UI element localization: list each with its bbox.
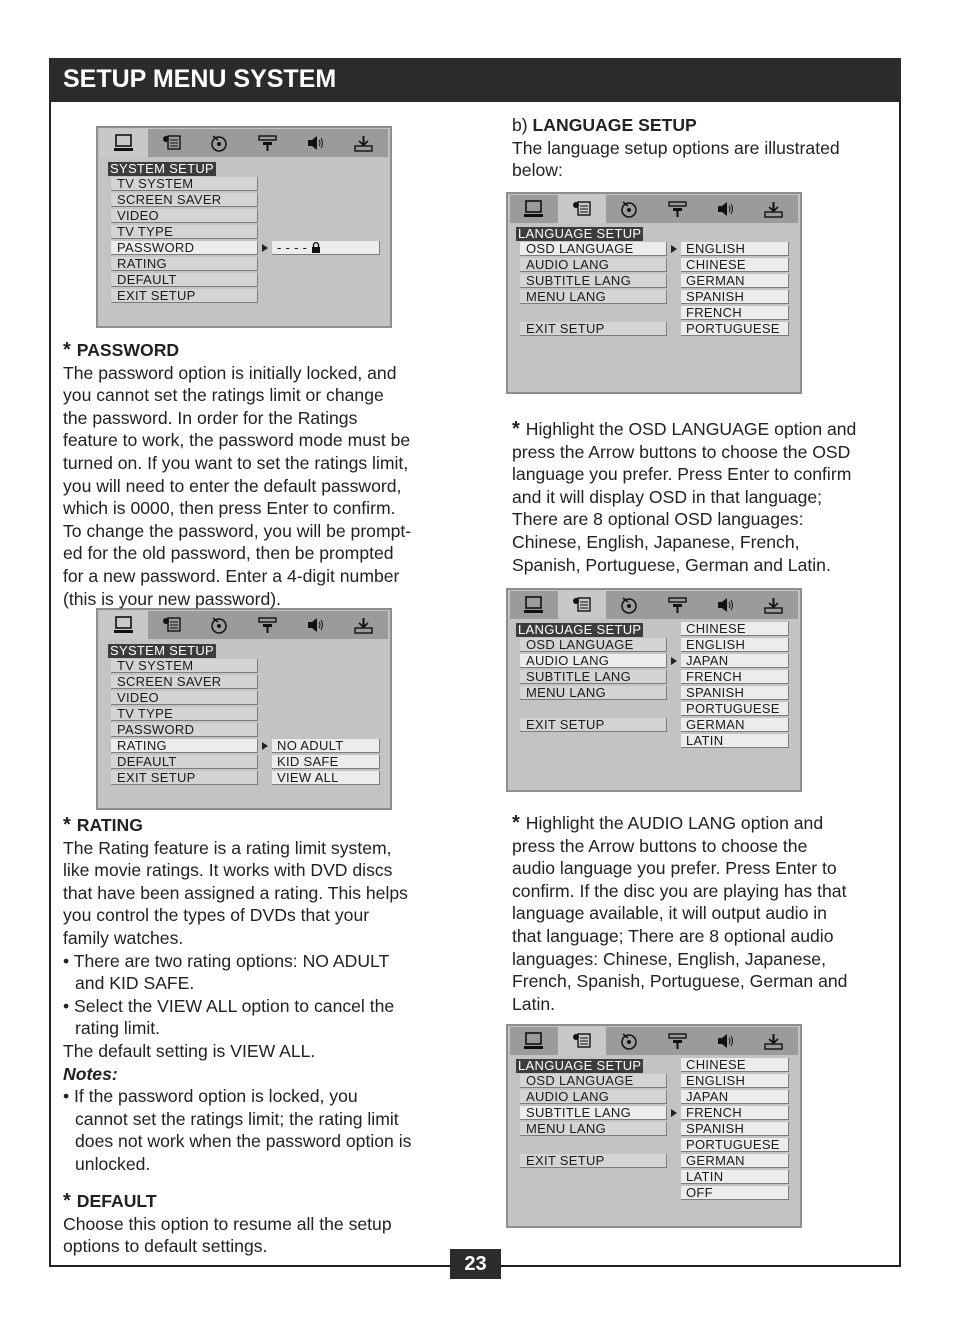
osd-item-default: DEFAULT <box>111 755 258 769</box>
osd-option: GERMAN <box>681 718 789 732</box>
osd-language-osd <box>506 192 802 394</box>
audio-lang-section <box>512 812 897 1015</box>
osd-item-screen-saver: SCREEN SAVER <box>111 193 258 207</box>
osd-arrow-icon <box>262 742 268 750</box>
osd-arrow-icon <box>671 657 677 665</box>
osd-item-subtitle-lang: SUBTITLE LANG <box>520 670 667 684</box>
text-line: you cannot set the ratings limit or change <box>63 385 384 406</box>
osd-language-audio <box>506 588 802 792</box>
osd-item-default: DEFAULT <box>111 273 258 287</box>
page-number: 23 <box>450 1249 501 1279</box>
bullet-star: * <box>512 418 520 440</box>
osd-tab <box>750 1027 798 1055</box>
exit-icon <box>764 596 784 614</box>
password-dashes: - - - - <box>277 240 308 255</box>
osd-item-osd-language: OSD LANGUAGE <box>520 1074 667 1088</box>
audio-lang-text <box>512 812 897 1015</box>
osd-item-exit-setup: EXIT SETUP <box>520 322 667 336</box>
disc-icon <box>210 134 230 152</box>
osd-tab <box>148 611 196 639</box>
osd-tab <box>702 1027 750 1055</box>
exit-icon <box>764 1032 784 1050</box>
osd-item-menu-lang: MENU LANG <box>520 1122 667 1136</box>
text-line: turned on. If you want to set the ratings limit, <box>63 452 409 473</box>
osd-tab <box>558 591 606 619</box>
osd-item-menu-lang: MENU LANG <box>520 290 667 304</box>
osd-tab-bar <box>510 195 798 223</box>
password-section <box>63 339 453 610</box>
bullet-line: • Select the VIEW ALL option to cancel the <box>63 995 395 1016</box>
osd-item-tv-system: TV SYSTEM <box>111 177 258 191</box>
speaker-icon <box>716 1032 736 1050</box>
text-line: like movie ratings. It works with DVD discs <box>63 860 393 881</box>
osd-option-no-adult: NO ADULT <box>272 739 380 753</box>
osd-option: SPANISH <box>681 1122 789 1136</box>
text-line: The Rating feature is a rating limit system, <box>63 837 392 858</box>
osd-tab <box>244 611 292 639</box>
password-heading: * PASSWORD <box>63 339 180 361</box>
osd-tab-bar <box>100 611 388 639</box>
bullet-line: rating limit. <box>75 1018 161 1039</box>
osd-tab <box>340 129 388 157</box>
osd-tab <box>750 195 798 223</box>
osd-item-audio-lang: AUDIO LANG <box>520 1090 667 1104</box>
text-line <box>512 418 897 441</box>
osd-option: CHINESE <box>681 258 789 272</box>
rating-heading: * RATING <box>63 814 143 836</box>
osd-item-menu-lang: MENU LANG <box>520 686 667 700</box>
osd-tab <box>750 591 798 619</box>
language-icon <box>572 1032 592 1050</box>
osd-item-video: VIDEO <box>111 691 258 705</box>
language-icon <box>572 596 592 614</box>
monitor-icon <box>524 596 544 614</box>
rating-body <box>63 837 453 950</box>
language-icon <box>572 200 592 218</box>
osd-item-rating: RATING <box>111 739 258 753</box>
osd-option: PORTUGUESE <box>681 702 789 716</box>
text-line: press the Arrow buttons to choose the <box>512 835 808 856</box>
disc-icon <box>620 200 640 218</box>
osd-tab <box>340 611 388 639</box>
osd-tab <box>100 611 148 639</box>
text-line: language available, it will output audio in <box>512 903 827 924</box>
bullet-line: unlocked. <box>75 1153 151 1174</box>
default-heading: * DEFAULT <box>63 1190 157 1212</box>
osd-option: ENGLISH <box>681 242 789 256</box>
text-line: you will need to enter the default password, <box>63 475 402 496</box>
video-icon <box>258 616 278 634</box>
text-line: language you prefer. Press Enter to confirm <box>512 464 852 485</box>
disc-icon <box>210 616 230 634</box>
text-line: feature to work, the password mode must be <box>63 430 411 451</box>
text-line: which is 0000, then press Enter to confirm. <box>63 498 396 519</box>
osd-item-exit-setup: EXIT SETUP <box>520 1154 667 1168</box>
osd-tab-bar <box>510 591 798 619</box>
bullet-line: • There are two rating options: NO ADULT <box>63 950 390 971</box>
exit-icon <box>354 616 374 634</box>
notes-label: Notes: <box>63 1063 118 1084</box>
osd-option: LATIN <box>681 1170 789 1184</box>
osd-password-value <box>272 241 380 255</box>
osd-title: LANGUAGE SETUP <box>518 622 642 637</box>
speaker-icon <box>306 134 326 152</box>
osd-tab <box>292 129 340 157</box>
video-icon <box>668 596 688 614</box>
default-section <box>63 1190 453 1258</box>
osd-tab <box>510 591 558 619</box>
language-icon <box>162 616 182 634</box>
osd-language-subtitle <box>506 1024 802 1228</box>
notes-bullets <box>63 1085 453 1175</box>
disc-icon <box>620 596 640 614</box>
osd-option: FRENCH <box>681 670 789 684</box>
osd-item-screen-saver: SCREEN SAVER <box>111 675 258 689</box>
osd-item-tv-type: TV TYPE <box>111 707 258 721</box>
osd-option: GERMAN <box>681 1154 789 1168</box>
osd-system-rating <box>96 608 392 810</box>
text-line: family watches. <box>63 927 184 948</box>
text-line <box>512 812 897 835</box>
language-intro <box>512 137 892 182</box>
osd-tab-bar <box>100 129 388 157</box>
osd-option: JAPAN <box>681 1090 789 1104</box>
osd-option-view-all: VIEW ALL <box>272 771 380 785</box>
osd-tab <box>606 591 654 619</box>
speaker-icon <box>716 200 736 218</box>
osd-item-subtitle-lang: SUBTITLE LANG <box>520 1106 667 1120</box>
osd-tab <box>510 1027 558 1055</box>
osd-option: SPANISH <box>681 290 789 304</box>
text-line: and it will display OSD in that language; <box>512 486 823 507</box>
osd-item-tv-type: TV TYPE <box>111 225 258 239</box>
osd-option-kid-safe: KID SAFE <box>272 755 380 769</box>
osd-option: JAPAN <box>681 654 789 668</box>
osd-arrow-icon <box>671 1109 677 1117</box>
osd-tab <box>606 1027 654 1055</box>
osd-item-osd-language: OSD LANGUAGE <box>520 638 667 652</box>
video-icon <box>668 1032 688 1050</box>
osd-item-osd-language: OSD LANGUAGE <box>520 242 667 256</box>
osd-tab <box>244 129 292 157</box>
default-body <box>63 1213 453 1258</box>
bullet-line: cannot set the ratings limit; the rating limit <box>75 1108 399 1129</box>
osd-option: FRENCH <box>681 306 789 320</box>
osd-item-exit-setup: EXIT SETUP <box>111 771 258 785</box>
osd-item-exit-setup: EXIT SETUP <box>111 289 258 303</box>
bullet-line: does not work when the password option is <box>75 1131 412 1152</box>
osd-title: SYSTEM SETUP <box>110 643 215 658</box>
osd-tab <box>196 611 244 639</box>
osd-option: ENGLISH <box>681 1074 789 1088</box>
text-line: Latin. <box>512 993 556 1014</box>
text-line: There are 8 optional OSD languages: <box>512 509 804 530</box>
text-line: audio language you prefer. Press Enter to <box>512 858 837 879</box>
text-line: Chinese, English, Japanese, French, <box>512 531 800 552</box>
osd-option: SPANISH <box>681 686 789 700</box>
osd-option: CHINESE <box>681 622 789 636</box>
text-line: languages: Chinese, English, Japanese, <box>512 948 826 969</box>
page-title: SETUP MENU SYSTEM <box>63 65 337 93</box>
text-line: you control the types of DVDs that your <box>63 905 370 926</box>
text-line: To change the password, you will be prompt- <box>63 520 412 541</box>
osd-tab <box>558 195 606 223</box>
osd-tab-bar <box>510 1027 798 1055</box>
osd-item-rating: RATING <box>111 257 258 271</box>
osd-tab <box>606 195 654 223</box>
osd-language-section <box>512 418 897 576</box>
osd-tab <box>654 591 702 619</box>
monitor-icon <box>524 1032 544 1050</box>
osd-option: LATIN <box>681 734 789 748</box>
text-line: below: <box>512 160 563 181</box>
osd-arrow-icon <box>262 244 268 252</box>
osd-item-password: PASSWORD <box>111 723 258 737</box>
rating-default-note: The default setting is VIEW ALL. <box>63 1040 316 1061</box>
monitor-icon <box>114 616 134 634</box>
page-header <box>49 58 901 102</box>
osd-tab <box>702 591 750 619</box>
rating-bullets <box>63 950 453 1040</box>
osd-option: OFF <box>681 1186 789 1200</box>
text-line: Choose this option to resume all the setup <box>63 1213 392 1234</box>
language-heading: b) LANGUAGE SETUP <box>512 115 697 135</box>
osd-option: GERMAN <box>681 274 789 288</box>
osd-tab <box>148 129 196 157</box>
osd-tab <box>654 195 702 223</box>
osd-item-exit-setup: EXIT SETUP <box>520 718 667 732</box>
text-line: The language setup options are illustrated <box>512 137 840 158</box>
osd-item-subtitle-lang: SUBTITLE LANG <box>520 274 667 288</box>
osd-title: LANGUAGE SETUP <box>518 226 642 241</box>
text-span: Highlight the OSD LANGUAGE option and <box>525 419 857 439</box>
osd-option: ENGLISH <box>681 638 789 652</box>
osd-item-tv-system: TV SYSTEM <box>111 659 258 673</box>
video-icon <box>668 200 688 218</box>
disc-icon <box>620 1032 640 1050</box>
speaker-icon <box>306 616 326 634</box>
osd-item-audio-lang: AUDIO LANG <box>520 258 667 272</box>
osd-option: PORTUGUESE <box>681 1138 789 1152</box>
language-intro-section <box>512 114 892 182</box>
osd-title: SYSTEM SETUP <box>110 161 215 176</box>
osd-tab <box>558 1027 606 1055</box>
text-line: The password option is initially locked, and <box>63 362 397 383</box>
osd-item-video: VIDEO <box>111 209 258 223</box>
osd-tab <box>654 1027 702 1055</box>
text-line: (this is your new password). <box>63 588 282 609</box>
osd-tab <box>196 129 244 157</box>
text-line: that have been assigned a rating. This helps <box>63 882 408 903</box>
osd-arrow-icon <box>671 245 677 253</box>
rating-section <box>63 814 453 1176</box>
osd-option: PORTUGUESE <box>681 322 789 336</box>
text-line: Spanish, Portuguese, German and Latin. <box>512 554 831 575</box>
text-line: that language; There are 8 optional audio <box>512 925 834 946</box>
osd-title: LANGUAGE SETUP <box>518 1058 642 1073</box>
monitor-icon <box>524 200 544 218</box>
bullet-star: * <box>512 812 520 834</box>
text-line: French, Spanish, Portuguese, German and <box>512 971 848 992</box>
osd-tab <box>702 195 750 223</box>
password-body <box>63 362 453 611</box>
osd-tab <box>100 129 148 157</box>
exit-icon <box>354 134 374 152</box>
exit-icon <box>764 200 784 218</box>
monitor-icon <box>114 134 134 152</box>
text-span: Highlight the AUDIO LANG option and <box>525 813 824 833</box>
osd-tab <box>292 611 340 639</box>
speaker-icon <box>716 596 736 614</box>
bullet-line: • If the password option is locked, you <box>63 1086 358 1107</box>
text-line: options to default settings. <box>63 1236 268 1257</box>
text-line: press the Arrow buttons to choose the OSD <box>512 441 851 462</box>
text-line: the password. In order for the Ratings <box>63 407 358 428</box>
osd-option: FRENCH <box>681 1106 789 1120</box>
text-line: for a new password. Enter a 4-digit number <box>63 565 400 586</box>
osd-option: CHINESE <box>681 1058 789 1072</box>
osd-tab <box>510 195 558 223</box>
osd-item-password: PASSWORD <box>111 241 258 255</box>
osd-item-audio-lang: AUDIO LANG <box>520 654 667 668</box>
text-line: confirm. If the disc you are playing has that <box>512 880 847 901</box>
video-icon <box>258 134 278 152</box>
language-icon <box>162 134 182 152</box>
lock-icon <box>311 242 321 253</box>
text-line: ed for the old password, then be prompted <box>63 543 394 564</box>
osd-language-text <box>512 418 897 576</box>
bullet-line: and KID SAFE. <box>75 973 195 994</box>
osd-system-password <box>96 126 392 328</box>
